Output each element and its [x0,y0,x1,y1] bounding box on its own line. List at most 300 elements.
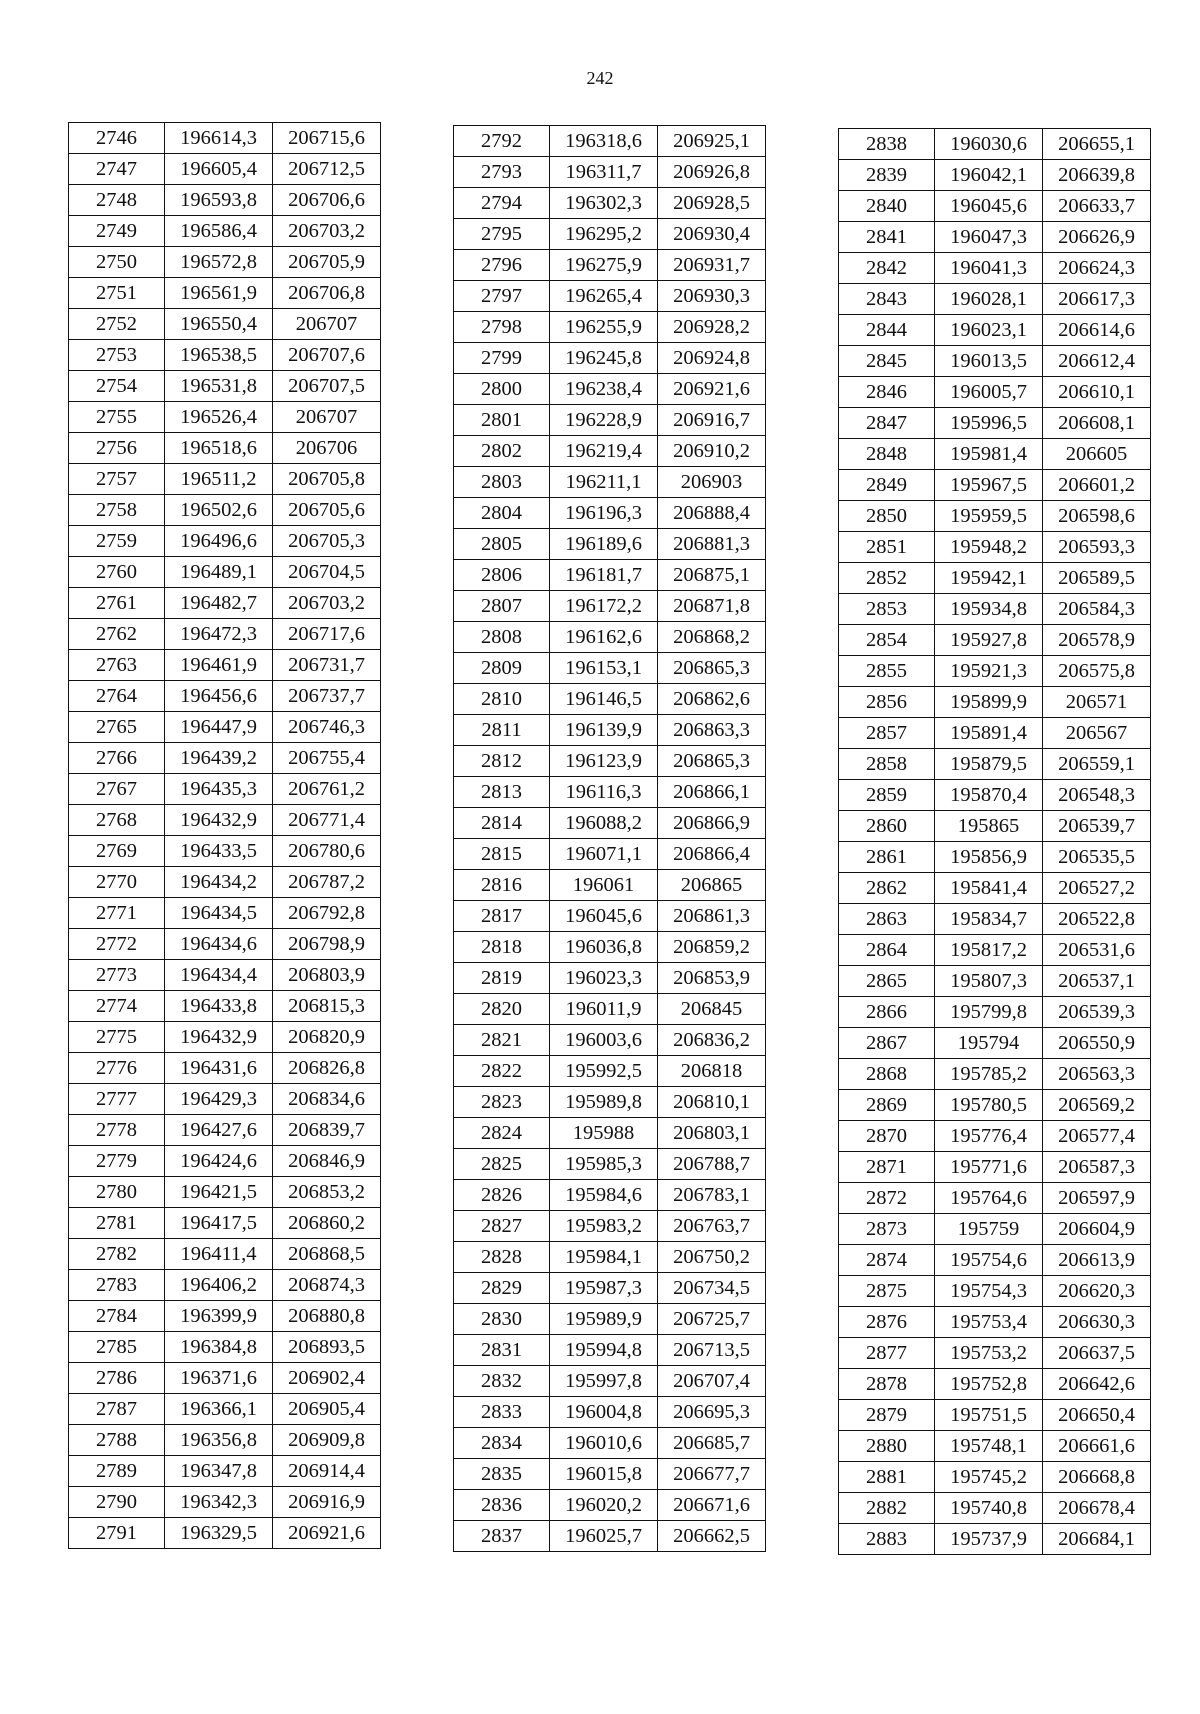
point-number-cell: 2781 [69,1208,165,1239]
y-coordinate-cell: 206750,2 [658,1242,766,1273]
y-coordinate-cell: 206704,5 [273,557,381,588]
table-row [839,377,1151,408]
x-coordinate-cell: 196189,6 [550,529,658,560]
table-row [454,808,766,839]
x-coordinate-cell: 196047,3 [935,222,1043,253]
y-coordinate-cell: 206624,3 [1043,253,1151,284]
x-coordinate-cell: 196502,6 [165,495,273,526]
y-coordinate-cell: 206871,8 [658,591,766,622]
x-coordinate-cell: 195753,2 [935,1338,1043,1369]
y-coordinate-cell: 206706 [273,433,381,464]
table-row [839,1462,1151,1493]
y-coordinate-cell: 206577,4 [1043,1121,1151,1152]
table-row [454,1335,766,1366]
point-number-cell: 2820 [454,994,550,1025]
x-coordinate-cell: 196496,6 [165,526,273,557]
y-coordinate-cell: 206925,1 [658,126,766,157]
x-coordinate-cell: 195759 [935,1214,1043,1245]
y-coordinate-cell: 206921,6 [273,1518,381,1549]
y-coordinate-cell: 206575,8 [1043,656,1151,687]
point-number-cell: 2785 [69,1332,165,1363]
point-number-cell: 2830 [454,1304,550,1335]
x-coordinate-cell: 196265,4 [550,281,658,312]
point-number-cell: 2861 [839,842,935,873]
x-coordinate-cell: 196042,1 [935,160,1043,191]
y-coordinate-cell: 206707,6 [273,340,381,371]
table-row [839,439,1151,470]
x-coordinate-cell: 196028,1 [935,284,1043,315]
table-row [454,312,766,343]
y-coordinate-cell: 206893,5 [273,1332,381,1363]
table-row [454,436,766,467]
table-row [839,563,1151,594]
point-number-cell: 2846 [839,377,935,408]
point-number-cell: 2756 [69,433,165,464]
x-coordinate-cell: 196010,6 [550,1428,658,1459]
table-row [839,1121,1151,1152]
point-number-cell: 2764 [69,681,165,712]
y-coordinate-cell: 206550,9 [1043,1028,1151,1059]
x-coordinate-cell: 195983,2 [550,1211,658,1242]
y-coordinate-cell: 206639,8 [1043,160,1151,191]
y-coordinate-cell: 206671,6 [658,1490,766,1521]
table-body [839,129,1151,1555]
y-coordinate-cell: 206705,9 [273,247,381,278]
table-row [69,123,381,154]
x-coordinate-cell: 195994,8 [550,1335,658,1366]
y-coordinate-cell: 206661,6 [1043,1431,1151,1462]
y-coordinate-cell: 206902,4 [273,1363,381,1394]
table-row [839,594,1151,625]
x-coordinate-cell: 195948,2 [935,532,1043,563]
y-coordinate-cell: 206705,6 [273,495,381,526]
point-number-cell: 2859 [839,780,935,811]
table-row [69,1270,381,1301]
x-coordinate-cell: 196432,9 [165,1022,273,1053]
y-coordinate-cell: 206605 [1043,439,1151,470]
coordinates-table-1 [68,122,381,1549]
table-row [69,1239,381,1270]
x-coordinate-cell: 196434,5 [165,898,273,929]
y-coordinate-cell: 206859,2 [658,932,766,963]
table-row [454,684,766,715]
x-coordinate-cell: 196356,8 [165,1425,273,1456]
y-coordinate-cell: 206678,4 [1043,1493,1151,1524]
table-row [454,126,766,157]
x-coordinate-cell: 196036,8 [550,932,658,963]
point-number-cell: 2779 [69,1146,165,1177]
y-coordinate-cell: 206713,5 [658,1335,766,1366]
table-row [839,1524,1151,1555]
point-number-cell: 2810 [454,684,550,715]
point-number-cell: 2794 [454,188,550,219]
y-coordinate-cell: 206531,6 [1043,935,1151,966]
point-number-cell: 2828 [454,1242,550,1273]
x-coordinate-cell: 196434,6 [165,929,273,960]
point-number-cell: 2821 [454,1025,550,1056]
x-coordinate-cell: 195740,8 [935,1493,1043,1524]
y-coordinate-cell: 206705,8 [273,464,381,495]
table-row [69,371,381,402]
point-number-cell: 2870 [839,1121,935,1152]
y-coordinate-cell: 206695,3 [658,1397,766,1428]
x-coordinate-cell: 196614,3 [165,123,273,154]
x-coordinate-cell: 195799,8 [935,997,1043,1028]
y-coordinate-cell: 206707,5 [273,371,381,402]
x-coordinate-cell: 195771,6 [935,1152,1043,1183]
x-coordinate-cell: 195996,5 [935,408,1043,439]
table-row [454,281,766,312]
table-row [69,1456,381,1487]
point-number-cell: 2825 [454,1149,550,1180]
table-row [839,253,1151,284]
y-coordinate-cell: 206707 [273,402,381,433]
table-row [454,219,766,250]
x-coordinate-cell: 196531,8 [165,371,273,402]
x-coordinate-cell: 196045,6 [935,191,1043,222]
y-coordinate-cell: 206535,5 [1043,842,1151,873]
table-row [454,1273,766,1304]
point-number-cell: 2869 [839,1090,935,1121]
x-coordinate-cell: 195989,9 [550,1304,658,1335]
point-number-cell: 2761 [69,588,165,619]
y-coordinate-cell: 206834,6 [273,1084,381,1115]
table-row [69,991,381,1022]
y-coordinate-cell: 206921,6 [658,374,766,405]
x-coordinate-cell: 196605,4 [165,154,273,185]
x-coordinate-cell: 196342,3 [165,1487,273,1518]
point-number-cell: 2750 [69,247,165,278]
point-number-cell: 2773 [69,960,165,991]
point-number-cell: 2834 [454,1428,550,1459]
x-coordinate-cell: 196482,7 [165,588,273,619]
x-coordinate-cell: 196371,6 [165,1363,273,1394]
x-coordinate-cell: 195967,5 [935,470,1043,501]
y-coordinate-cell: 206755,4 [273,743,381,774]
y-coordinate-cell: 206633,7 [1043,191,1151,222]
point-number-cell: 2806 [454,560,550,591]
y-coordinate-cell: 206818 [658,1056,766,1087]
point-number-cell: 2863 [839,904,935,935]
table-row [839,1090,1151,1121]
point-number-cell: 2832 [454,1366,550,1397]
x-coordinate-cell: 196421,5 [165,1177,273,1208]
point-number-cell: 2795 [454,219,550,250]
x-coordinate-cell: 195985,3 [550,1149,658,1180]
y-coordinate-cell: 206608,1 [1043,408,1151,439]
x-coordinate-cell: 196023,1 [935,315,1043,346]
x-coordinate-cell: 196406,2 [165,1270,273,1301]
table-row [839,1214,1151,1245]
y-coordinate-cell: 206548,3 [1043,780,1151,811]
y-coordinate-cell: 206707,4 [658,1366,766,1397]
y-coordinate-cell: 206527,2 [1043,873,1151,904]
point-number-cell: 2849 [839,470,935,501]
y-coordinate-cell: 206706,6 [273,185,381,216]
y-coordinate-cell: 206598,6 [1043,501,1151,532]
point-number-cell: 2868 [839,1059,935,1090]
table-row [839,904,1151,935]
y-coordinate-cell: 206569,2 [1043,1090,1151,1121]
x-coordinate-cell: 196211,1 [550,467,658,498]
y-coordinate-cell: 206584,3 [1043,594,1151,625]
table-row [454,1459,766,1490]
y-coordinate-cell: 206662,5 [658,1521,766,1552]
point-number-cell: 2753 [69,340,165,371]
table-row [454,1087,766,1118]
x-coordinate-cell: 195817,2 [935,935,1043,966]
point-number-cell: 2790 [69,1487,165,1518]
x-coordinate-cell: 195879,5 [935,749,1043,780]
x-coordinate-cell: 196538,5 [165,340,273,371]
point-number-cell: 2847 [839,408,935,439]
point-number-cell: 2770 [69,867,165,898]
y-coordinate-cell: 206866,4 [658,839,766,870]
point-number-cell: 2872 [839,1183,935,1214]
point-number-cell: 2759 [69,526,165,557]
table-row [839,222,1151,253]
table-row [839,346,1151,377]
table-row [839,811,1151,842]
y-coordinate-cell: 206868,2 [658,622,766,653]
y-coordinate-cell: 206861,3 [658,901,766,932]
table-row [839,1431,1151,1462]
table-row [839,935,1151,966]
point-number-cell: 2851 [839,532,935,563]
y-coordinate-cell: 206866,1 [658,777,766,808]
y-coordinate-cell: 206788,7 [658,1149,766,1180]
y-coordinate-cell: 206910,2 [658,436,766,467]
y-coordinate-cell: 206684,1 [1043,1524,1151,1555]
point-number-cell: 2818 [454,932,550,963]
point-number-cell: 2787 [69,1394,165,1425]
point-number-cell: 2771 [69,898,165,929]
x-coordinate-cell: 196526,4 [165,402,273,433]
x-coordinate-cell: 195865 [935,811,1043,842]
table-row [839,284,1151,315]
x-coordinate-cell: 195764,6 [935,1183,1043,1214]
point-number-cell: 2772 [69,929,165,960]
point-number-cell: 2792 [454,126,550,157]
point-number-cell: 2748 [69,185,165,216]
point-number-cell: 2774 [69,991,165,1022]
point-number-cell: 2843 [839,284,935,315]
point-number-cell: 2848 [839,439,935,470]
point-number-cell: 2765 [69,712,165,743]
point-number-cell: 2782 [69,1239,165,1270]
table-row [69,495,381,526]
x-coordinate-cell: 196434,2 [165,867,273,898]
x-coordinate-cell: 195934,8 [935,594,1043,625]
y-coordinate-cell: 206803,1 [658,1118,766,1149]
y-coordinate-cell: 206637,5 [1043,1338,1151,1369]
table-row [839,1276,1151,1307]
table-row [839,966,1151,997]
table-row [839,408,1151,439]
point-number-cell: 2831 [454,1335,550,1366]
point-number-cell: 2876 [839,1307,935,1338]
point-number-cell: 2797 [454,281,550,312]
coordinates-table-2 [453,125,766,1552]
point-number-cell: 2827 [454,1211,550,1242]
x-coordinate-cell: 196181,7 [550,560,658,591]
x-coordinate-cell: 196518,6 [165,433,273,464]
table-row [454,529,766,560]
x-coordinate-cell: 195752,8 [935,1369,1043,1400]
x-coordinate-cell: 196424,6 [165,1146,273,1177]
point-number-cell: 2860 [839,811,935,842]
y-coordinate-cell: 206903 [658,467,766,498]
y-coordinate-cell: 206746,3 [273,712,381,743]
y-coordinate-cell: 206650,4 [1043,1400,1151,1431]
table-row [69,619,381,650]
y-coordinate-cell: 206587,3 [1043,1152,1151,1183]
x-coordinate-cell: 196429,3 [165,1084,273,1115]
table-row [454,250,766,281]
table-row [839,1307,1151,1338]
x-coordinate-cell: 196116,3 [550,777,658,808]
x-coordinate-cell: 196088,2 [550,808,658,839]
y-coordinate-cell: 206924,8 [658,343,766,374]
point-number-cell: 2882 [839,1493,935,1524]
point-number-cell: 2880 [839,1431,935,1462]
y-coordinate-cell: 206803,9 [273,960,381,991]
y-coordinate-cell: 206836,2 [658,1025,766,1056]
point-number-cell: 2862 [839,873,935,904]
x-coordinate-cell: 196045,6 [550,901,658,932]
table-row [69,836,381,867]
table-row [454,343,766,374]
x-coordinate-cell: 195785,2 [935,1059,1043,1090]
x-coordinate-cell: 196162,6 [550,622,658,653]
table-row [454,498,766,529]
y-coordinate-cell: 206589,5 [1043,563,1151,594]
table-row [69,433,381,464]
point-number-cell: 2854 [839,625,935,656]
point-number-cell: 2879 [839,1400,935,1431]
point-number-cell: 2791 [69,1518,165,1549]
y-coordinate-cell: 206737,7 [273,681,381,712]
y-coordinate-cell: 206860,2 [273,1208,381,1239]
page-number: 242 [586,68,614,88]
table-row [69,650,381,681]
point-number-cell: 2841 [839,222,935,253]
table-row [839,129,1151,160]
table-row [69,867,381,898]
table-row [69,712,381,743]
point-number-cell: 2809 [454,653,550,684]
x-coordinate-cell: 196030,6 [935,129,1043,160]
point-number-cell: 2766 [69,743,165,774]
point-number-cell: 2881 [839,1462,935,1493]
y-coordinate-cell: 206780,6 [273,836,381,867]
x-coordinate-cell: 196041,3 [935,253,1043,284]
table-row [69,1425,381,1456]
x-coordinate-cell: 196295,2 [550,219,658,250]
table-row [69,743,381,774]
x-coordinate-cell: 196245,8 [550,343,658,374]
x-coordinate-cell: 196011,9 [550,994,658,1025]
x-coordinate-cell: 196023,3 [550,963,658,994]
table-row [839,315,1151,346]
table-row [454,405,766,436]
point-number-cell: 2784 [69,1301,165,1332]
point-number-cell: 2826 [454,1180,550,1211]
y-coordinate-cell: 206881,3 [658,529,766,560]
table-row [454,746,766,777]
y-coordinate-cell: 206810,1 [658,1087,766,1118]
y-coordinate-cell: 206763,7 [658,1211,766,1242]
x-coordinate-cell: 196439,2 [165,743,273,774]
x-coordinate-cell: 196172,2 [550,591,658,622]
point-number-cell: 2852 [839,563,935,594]
point-number-cell: 2812 [454,746,550,777]
y-coordinate-cell: 206926,8 [658,157,766,188]
point-number-cell: 2752 [69,309,165,340]
table-row [839,1369,1151,1400]
table-row [454,1242,766,1273]
x-coordinate-cell: 195751,5 [935,1400,1043,1431]
y-coordinate-cell: 206559,1 [1043,749,1151,780]
x-coordinate-cell: 195899,9 [935,687,1043,718]
y-coordinate-cell: 206706,8 [273,278,381,309]
y-coordinate-cell: 206866,9 [658,808,766,839]
point-number-cell: 2867 [839,1028,935,1059]
x-coordinate-cell: 196015,8 [550,1459,658,1490]
x-coordinate-cell: 195984,1 [550,1242,658,1273]
x-coordinate-cell: 195754,6 [935,1245,1043,1276]
point-number-cell: 2776 [69,1053,165,1084]
x-coordinate-cell: 195984,6 [550,1180,658,1211]
x-coordinate-cell: 196196,3 [550,498,658,529]
x-coordinate-cell: 196302,3 [550,188,658,219]
y-coordinate-cell: 206888,4 [658,498,766,529]
x-coordinate-cell: 195921,3 [935,656,1043,687]
y-coordinate-cell: 206931,7 [658,250,766,281]
point-number-cell: 2768 [69,805,165,836]
point-number-cell: 2871 [839,1152,935,1183]
point-number-cell: 2799 [454,343,550,374]
x-coordinate-cell: 196427,6 [165,1115,273,1146]
table-row [69,216,381,247]
table-row [454,374,766,405]
y-coordinate-cell: 206677,7 [658,1459,766,1490]
x-coordinate-cell: 196593,8 [165,185,273,216]
point-number-cell: 2873 [839,1214,935,1245]
point-number-cell: 2856 [839,687,935,718]
y-coordinate-cell: 206597,9 [1043,1183,1151,1214]
point-number-cell: 2842 [839,253,935,284]
table-row [454,963,766,994]
point-number-cell: 2788 [69,1425,165,1456]
table-row [839,1152,1151,1183]
point-number-cell: 2815 [454,839,550,870]
y-coordinate-cell: 206930,3 [658,281,766,312]
y-coordinate-cell: 206703,2 [273,588,381,619]
x-coordinate-cell: 196417,5 [165,1208,273,1239]
x-coordinate-cell: 196061 [550,870,658,901]
x-coordinate-cell: 196238,4 [550,374,658,405]
table-row [454,1056,766,1087]
table-row [69,526,381,557]
y-coordinate-cell: 206734,5 [658,1273,766,1304]
x-coordinate-cell: 195841,4 [935,873,1043,904]
point-number-cell: 2767 [69,774,165,805]
x-coordinate-cell: 196572,8 [165,247,273,278]
y-coordinate-cell: 206715,6 [273,123,381,154]
point-number-cell: 2824 [454,1118,550,1149]
table-row [454,777,766,808]
